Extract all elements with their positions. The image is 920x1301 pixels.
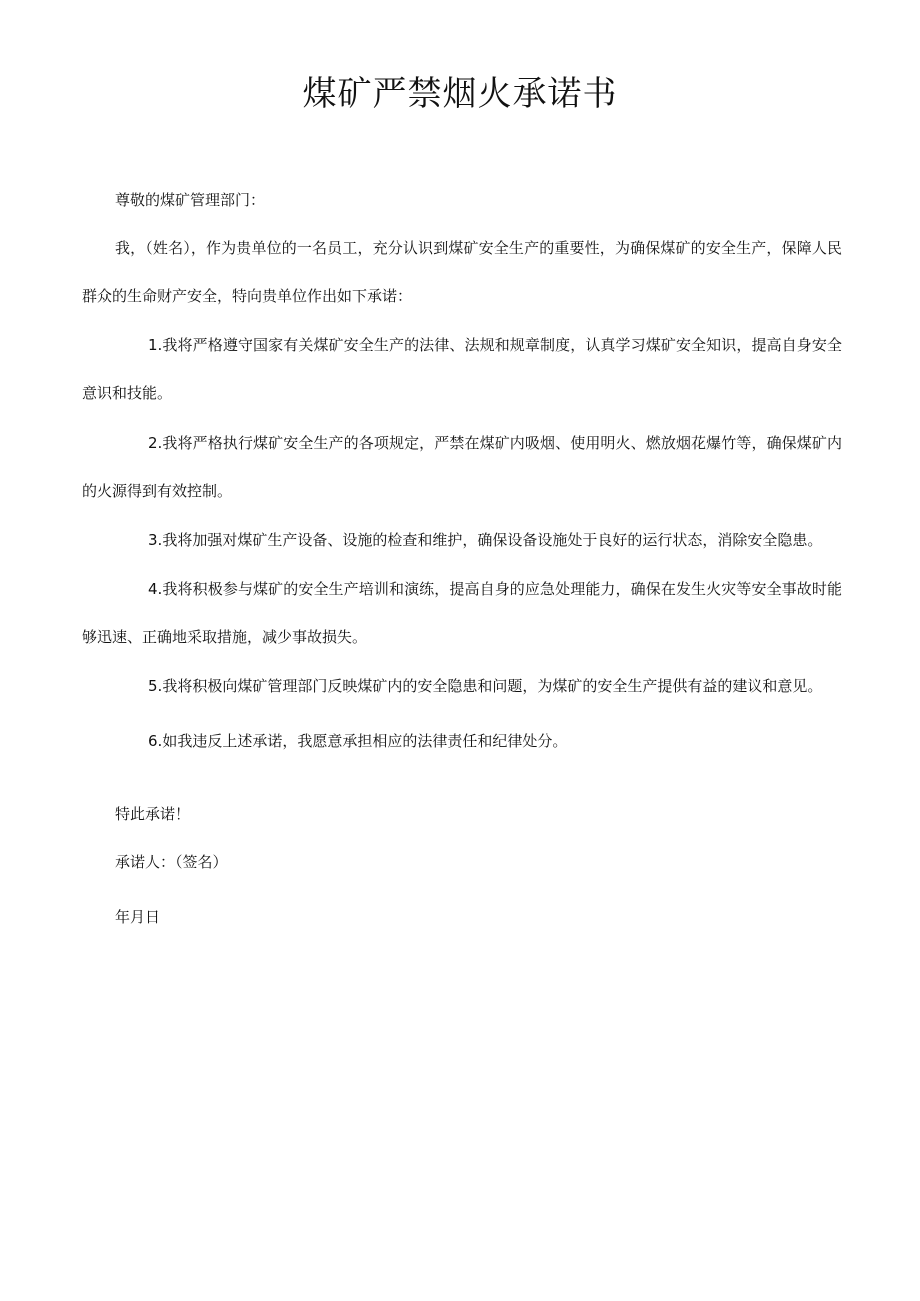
commitment-item-5 bbox=[82, 662, 842, 710]
commitment-item-3 bbox=[82, 516, 842, 564]
signature-line: 承诺人：（签名） bbox=[115, 853, 228, 871]
commitment-number: 1 bbox=[148, 336, 158, 354]
commitment-number: 4 bbox=[148, 580, 158, 598]
commitment-number: 5 bbox=[148, 677, 158, 695]
commitment-number: 2 bbox=[148, 434, 158, 452]
commitment-text: .我将严格执行煤矿安全生产的各项规定，严禁在煤矿内吸烟、使用明火、燃放烟花爆竹等，确保煤矿内的火源得到有效控制。 bbox=[82, 434, 842, 500]
commitment-number: 3 bbox=[148, 531, 158, 549]
commitment-item-2 bbox=[82, 419, 842, 515]
date-line: 年月日 bbox=[115, 908, 161, 926]
commitment-text: .我将严格遵守国家有关煤矿安全生产的法律、法规和规章制度，认真学习煤矿安全知识，提高自身安全意识和技能。 bbox=[82, 336, 842, 402]
commitment-text: .如我违反上述承诺，我愿意承担相应的法律责任和纪律处分。 bbox=[157, 732, 568, 750]
greeting-line: 尊敬的煤矿管理部门： bbox=[115, 191, 266, 209]
commitment-text: .我将加强对煤矿生产设备、设施的检查和维护，确保设备设施处于良好的运行状态，消除安全隐患。 bbox=[157, 531, 823, 549]
commitment-item-6 bbox=[82, 717, 842, 765]
commitment-number: 6 bbox=[148, 732, 158, 750]
commitment-text: .我将积极参与煤矿的安全生产培训和演练，提高自身的应急处理能力，确保在发生火灾等安全事故时能够迅速、正确地采取措施，减少事故损失。 bbox=[82, 580, 842, 646]
commitment-item-1 bbox=[82, 321, 842, 417]
commitment-text: .我将积极向煤矿管理部门反映煤矿内的安全隐患和问题，为煤矿的安全生产提供有益的建议和意见。 bbox=[157, 677, 823, 695]
commitment-item-4 bbox=[82, 565, 842, 661]
intro-paragraph: 我，（姓名），作为贵单位的一名员工，充分认识到煤矿安全生产的重要性，为确保煤矿的安全生产，保障人民群众的生命财产安全，特向贵单位作出如下承诺： bbox=[82, 239, 842, 305]
closing-line: 特此承诺！ bbox=[115, 805, 191, 823]
document-title: 煤矿严禁烟火承诺书 bbox=[302, 74, 618, 114]
